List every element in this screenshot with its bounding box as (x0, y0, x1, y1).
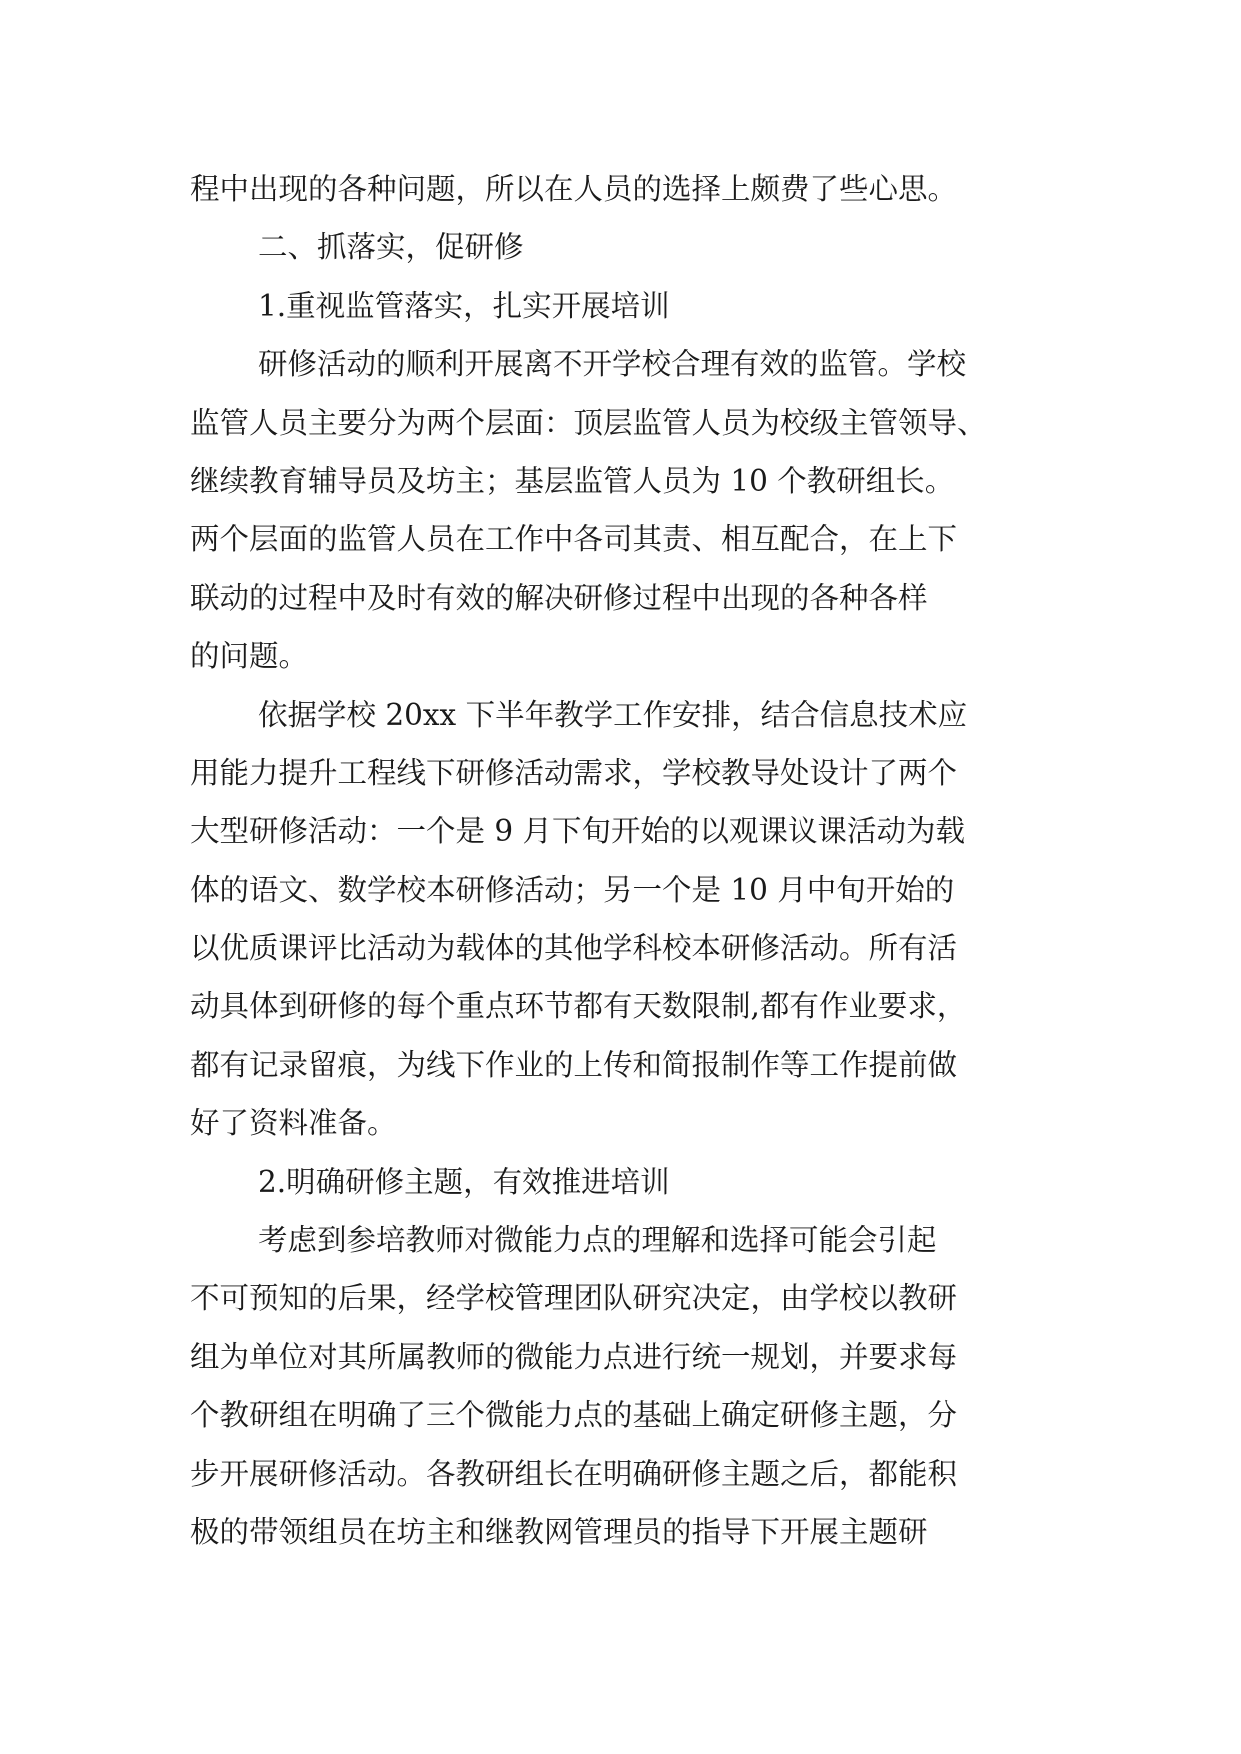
section-heading: 二、抓落实，促研修 (258, 230, 524, 265)
text-line: 步开展研修活动。各教研组长在明确研修主题之后，都能积 (190, 1456, 958, 1491)
text-line: 好了资料准备。 (190, 1106, 397, 1141)
text-line: 继续教育辅导员及坊主；基层监管人员为 10 个教研组长。 (190, 463, 955, 498)
body-text (190, 160, 1070, 1561)
text-line: 程中出现的各种问题，所以在人员的选择上颇费了些心思。 (190, 172, 958, 206)
text-line: 用能力提升工程线下研修活动需求，学校教导处设计了两个 (190, 755, 958, 790)
text-line: 监管人员主要分为两个层面：顶层监管人员为校级主管领导、 (190, 405, 987, 440)
text-line: 依据学校 20xx 下半年教学工作安排，结合信息技术应 (258, 697, 968, 732)
text-line: 极的带领组员在坊主和继教网管理员的指导下开展主题研 (190, 1514, 928, 1549)
text-line: 不可预知的后果，经学校管理团队研究决定，由学校以教研 (190, 1281, 958, 1316)
text-line: 的问题。 (190, 639, 309, 674)
subsection-heading: 1.重视监管落实，扎实开展培训 (258, 288, 670, 323)
text-line: 体的语文、数学校本研修活动；另一个是 10 月中旬开始的 (190, 872, 955, 907)
subsection-heading: 2.明确研修主题，有效推进培训 (258, 1164, 670, 1199)
text-line: 考虑到参培教师对微能力点的理解和选择可能会引起 (258, 1223, 937, 1258)
text-line: 两个层面的监管人员在工作中各司其责、相互配合，在上下 (190, 522, 958, 557)
text-line: 以优质课评比活动为载体的其他学科校本研修活动。所有活 (190, 931, 958, 966)
text-line: 联动的过程中及时有效的解决研修过程中出现的各种各样 (190, 580, 928, 615)
text-line: 研修活动的顺利开展离不开学校合理有效的监管。学校 (258, 347, 967, 382)
text-line: 动具体到研修的每个重点环节都有天数限制,都有作业要求， (190, 989, 967, 1024)
text-line: 个教研组在明确了三个微能力点的基础上确定研修主题，分 (190, 1398, 958, 1433)
text-line: 都有记录留痕，为线下作业的上传和简报制作等工作提前做 (190, 1047, 958, 1082)
text-line: 大型研修活动：一个是 9 月下旬开始的以观课议课活动为载 (190, 814, 966, 849)
text-line: 组为单位对其所属教师的微能力点进行统一规划，并要求每 (190, 1339, 958, 1374)
